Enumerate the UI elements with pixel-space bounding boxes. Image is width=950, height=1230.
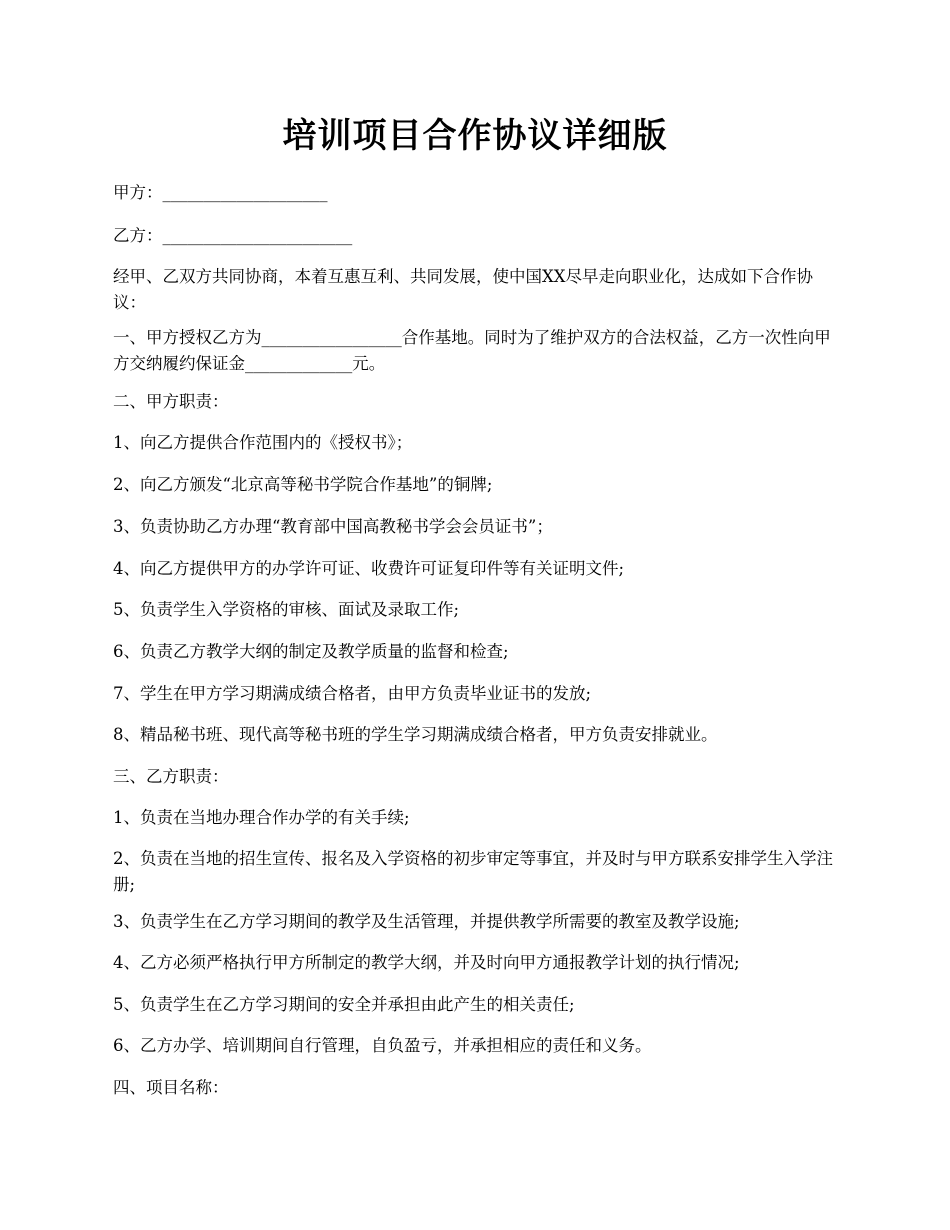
document-title: 培训项目合作协议详细版 bbox=[282, 116, 668, 156]
section-4-heading: 四、项目名称： bbox=[113, 1078, 229, 1097]
section-3-item: 4、乙方必须严格执行甲方所制定的教学大纲，并及时向甲方通报教学计划的执行情况; bbox=[113, 953, 740, 972]
section-3-heading: 三、乙方职责： bbox=[113, 767, 229, 786]
section-2-item: 7、学生在甲方学习期满成绩合格者，由甲方负责毕业证书的发放; bbox=[113, 684, 592, 703]
section-2-item: 8、精品秘书班、现代高等秘书班的学生学习期满成绩合格者，甲方负责安排就业。 bbox=[113, 725, 718, 744]
party-b-line: 乙方：_______________________ bbox=[113, 226, 353, 245]
section-2-item: 6、负责乙方教学大纲的制定及教学质量的监督和检查; bbox=[113, 642, 509, 661]
section-3-item: 6、乙方办学、培训期间自行管理，自负盈亏，并承担相应的责任和义务。 bbox=[113, 1036, 652, 1055]
section-3-item: 1、负责在当地办理合作办学的有关手续; bbox=[113, 808, 410, 827]
section-3-item: 2、负责在当地的招生宣传、报名及入学资格的初步审定等事宜，并及时与甲方联系安排学生入学注册; bbox=[113, 849, 833, 894]
intro-paragraph: 经甲、乙双方共同协商，本着互惠互利、共同发展，使中国XX尽早走向职业化，达成如下合作协议： bbox=[113, 267, 813, 312]
section-2-heading: 二、甲方职责： bbox=[113, 392, 229, 411]
section-2-item: 1、向乙方提供合作范围内的《授权书》； bbox=[113, 433, 413, 452]
section-3-item: 5、负责学生在乙方学习期间的安全并承担由此产生的相关责任; bbox=[113, 995, 575, 1014]
section-2-item: 4、向乙方提供甲方的办学许可证、收费许可证复印件等有关证明文件; bbox=[113, 559, 625, 578]
party-a-line: 甲方：____________________ bbox=[113, 183, 328, 202]
clause-1-paragraph: 一、甲方授权乙方为_________________合作基地。同时为了维护双方的合法权益，乙方一次性向甲方交纳履约保证金_____________元。 bbox=[113, 328, 831, 373]
section-2-item: 2、向乙方颁发“北京高等秘书学院合作基地”的铜牌; bbox=[113, 475, 493, 494]
section-3-item: 3、负责学生在乙方学习期间的教学及生活管理，并提供教学所需要的教室及教学设施; bbox=[113, 912, 740, 931]
section-2-item: 3、负责协助乙方办理“教育部中国高教秘书学会会员证书”； bbox=[113, 517, 553, 536]
section-2-item: 5、负责学生入学资格的审核、面试及录取工作; bbox=[113, 600, 460, 619]
